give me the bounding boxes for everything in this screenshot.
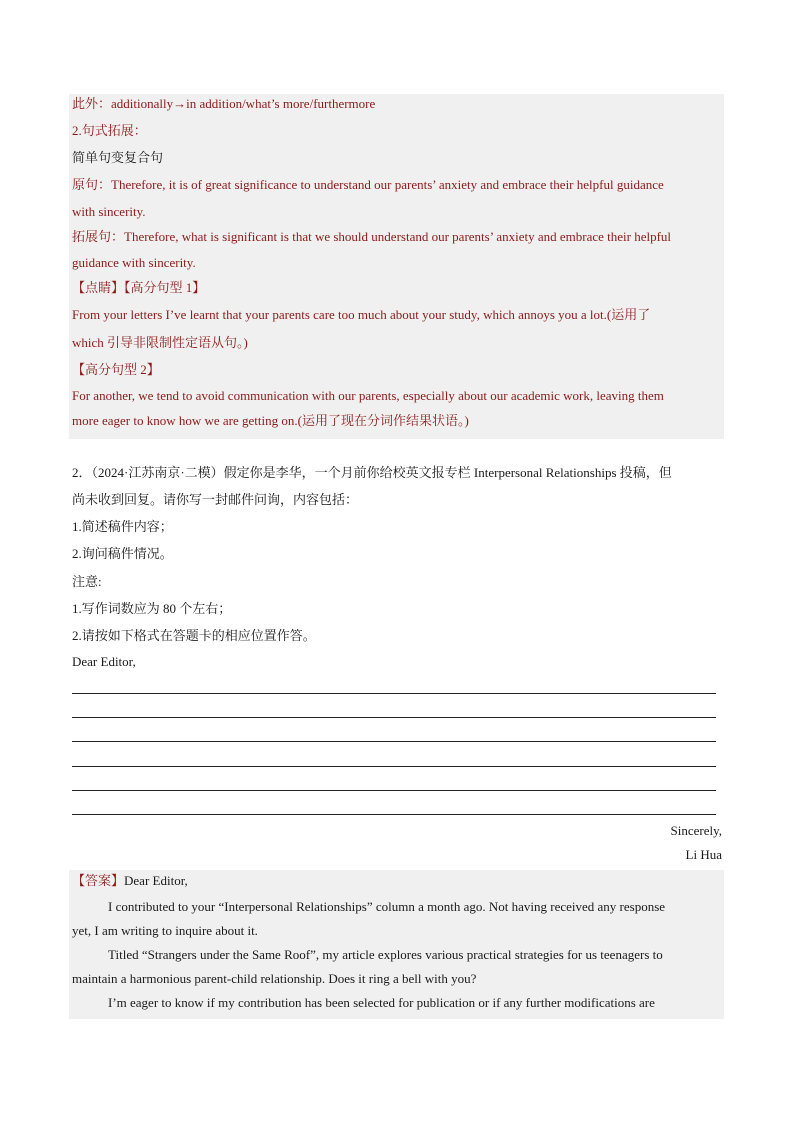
writing-line (72, 741, 716, 742)
explanation-line: more eager to know how we are getting on.(运用了现在分词作结果状语。) (72, 413, 469, 428)
explanation-line: From your letters I’ve learnt that your parents care too much about your study, which annoys you a lot.(运用了 (72, 307, 651, 322)
explanation-line: 此外：additionally→in addition/what’s more/furthermore (72, 96, 376, 111)
letter-signature: Li Hua (685, 847, 722, 862)
answer-line: Titled “Strangers under the Same Roof”, my article explores various practical strategies for us teenagers to (108, 947, 663, 962)
explanation-line: 简单句变复合句 (72, 150, 164, 165)
explanation-line: with sincerity. (72, 204, 146, 219)
writing-line (72, 766, 716, 767)
explanation-line: guidance with sincerity. (72, 255, 196, 270)
answer-line: yet, I am writing to inquire about it. (72, 923, 258, 938)
question-line: 1.简述稿件内容； (72, 519, 173, 534)
explanation-line: 拓展句：Therefore, what is significant is that we should understand our parents’ anxiety and embrace their helpful (72, 229, 672, 244)
writing-line (72, 693, 716, 694)
answer-line: I contributed to your “Interpersonal Relationships” column a month ago. Not having received any response (108, 899, 666, 914)
question-line: 2.请按如下格式在答题卡的相应位置作答。 (72, 628, 316, 643)
highlight-heading: 【点睛】【高分句型 1】 (72, 280, 206, 295)
answer-first-line (72, 871, 188, 891)
question-line: 2．（2024·江苏南京·二模）假定你是李华，一个月前你给校英文报专栏 Interpersonal Relationships 投稿，但 (72, 465, 672, 480)
question-line: 2.询问稿件情况。 (72, 546, 173, 561)
explanation-line: 2.句式拓展： (72, 123, 147, 138)
answer-line: maintain a harmonious parent-child relationship. Does it ring a bell with you? (72, 971, 477, 986)
answer-tag: 【答案】 (72, 873, 125, 888)
letter-signoff: Sincerely, (670, 823, 722, 838)
explanation-line: 原句：Therefore, it is of great significance to understand our parents’ anxiety and embrace their helpful guidance (72, 177, 664, 192)
answer-line: I’m eager to know if my contribution has been selected for publication or if any further modifications are (108, 995, 655, 1010)
writing-line (72, 717, 716, 718)
answer-greeting: Dear Editor, (124, 873, 188, 888)
explanation-line: which 引导非限制性定语从句。) (72, 335, 248, 350)
writing-line (72, 790, 716, 791)
question-line: 尚未收到回复。请你写一封邮件问询，内容包括： (72, 492, 359, 507)
question-line: 1.写作词数应为 80 个左右； (72, 601, 232, 616)
writing-line (72, 814, 716, 815)
letter-greeting: Dear Editor, (72, 654, 136, 669)
question-line: 注意: (72, 574, 102, 589)
highlight-heading: 【高分句型 2】 (72, 362, 160, 377)
explanation-line: For another, we tend to avoid communication with our parents, especially about our academic work, leaving them (72, 388, 664, 403)
